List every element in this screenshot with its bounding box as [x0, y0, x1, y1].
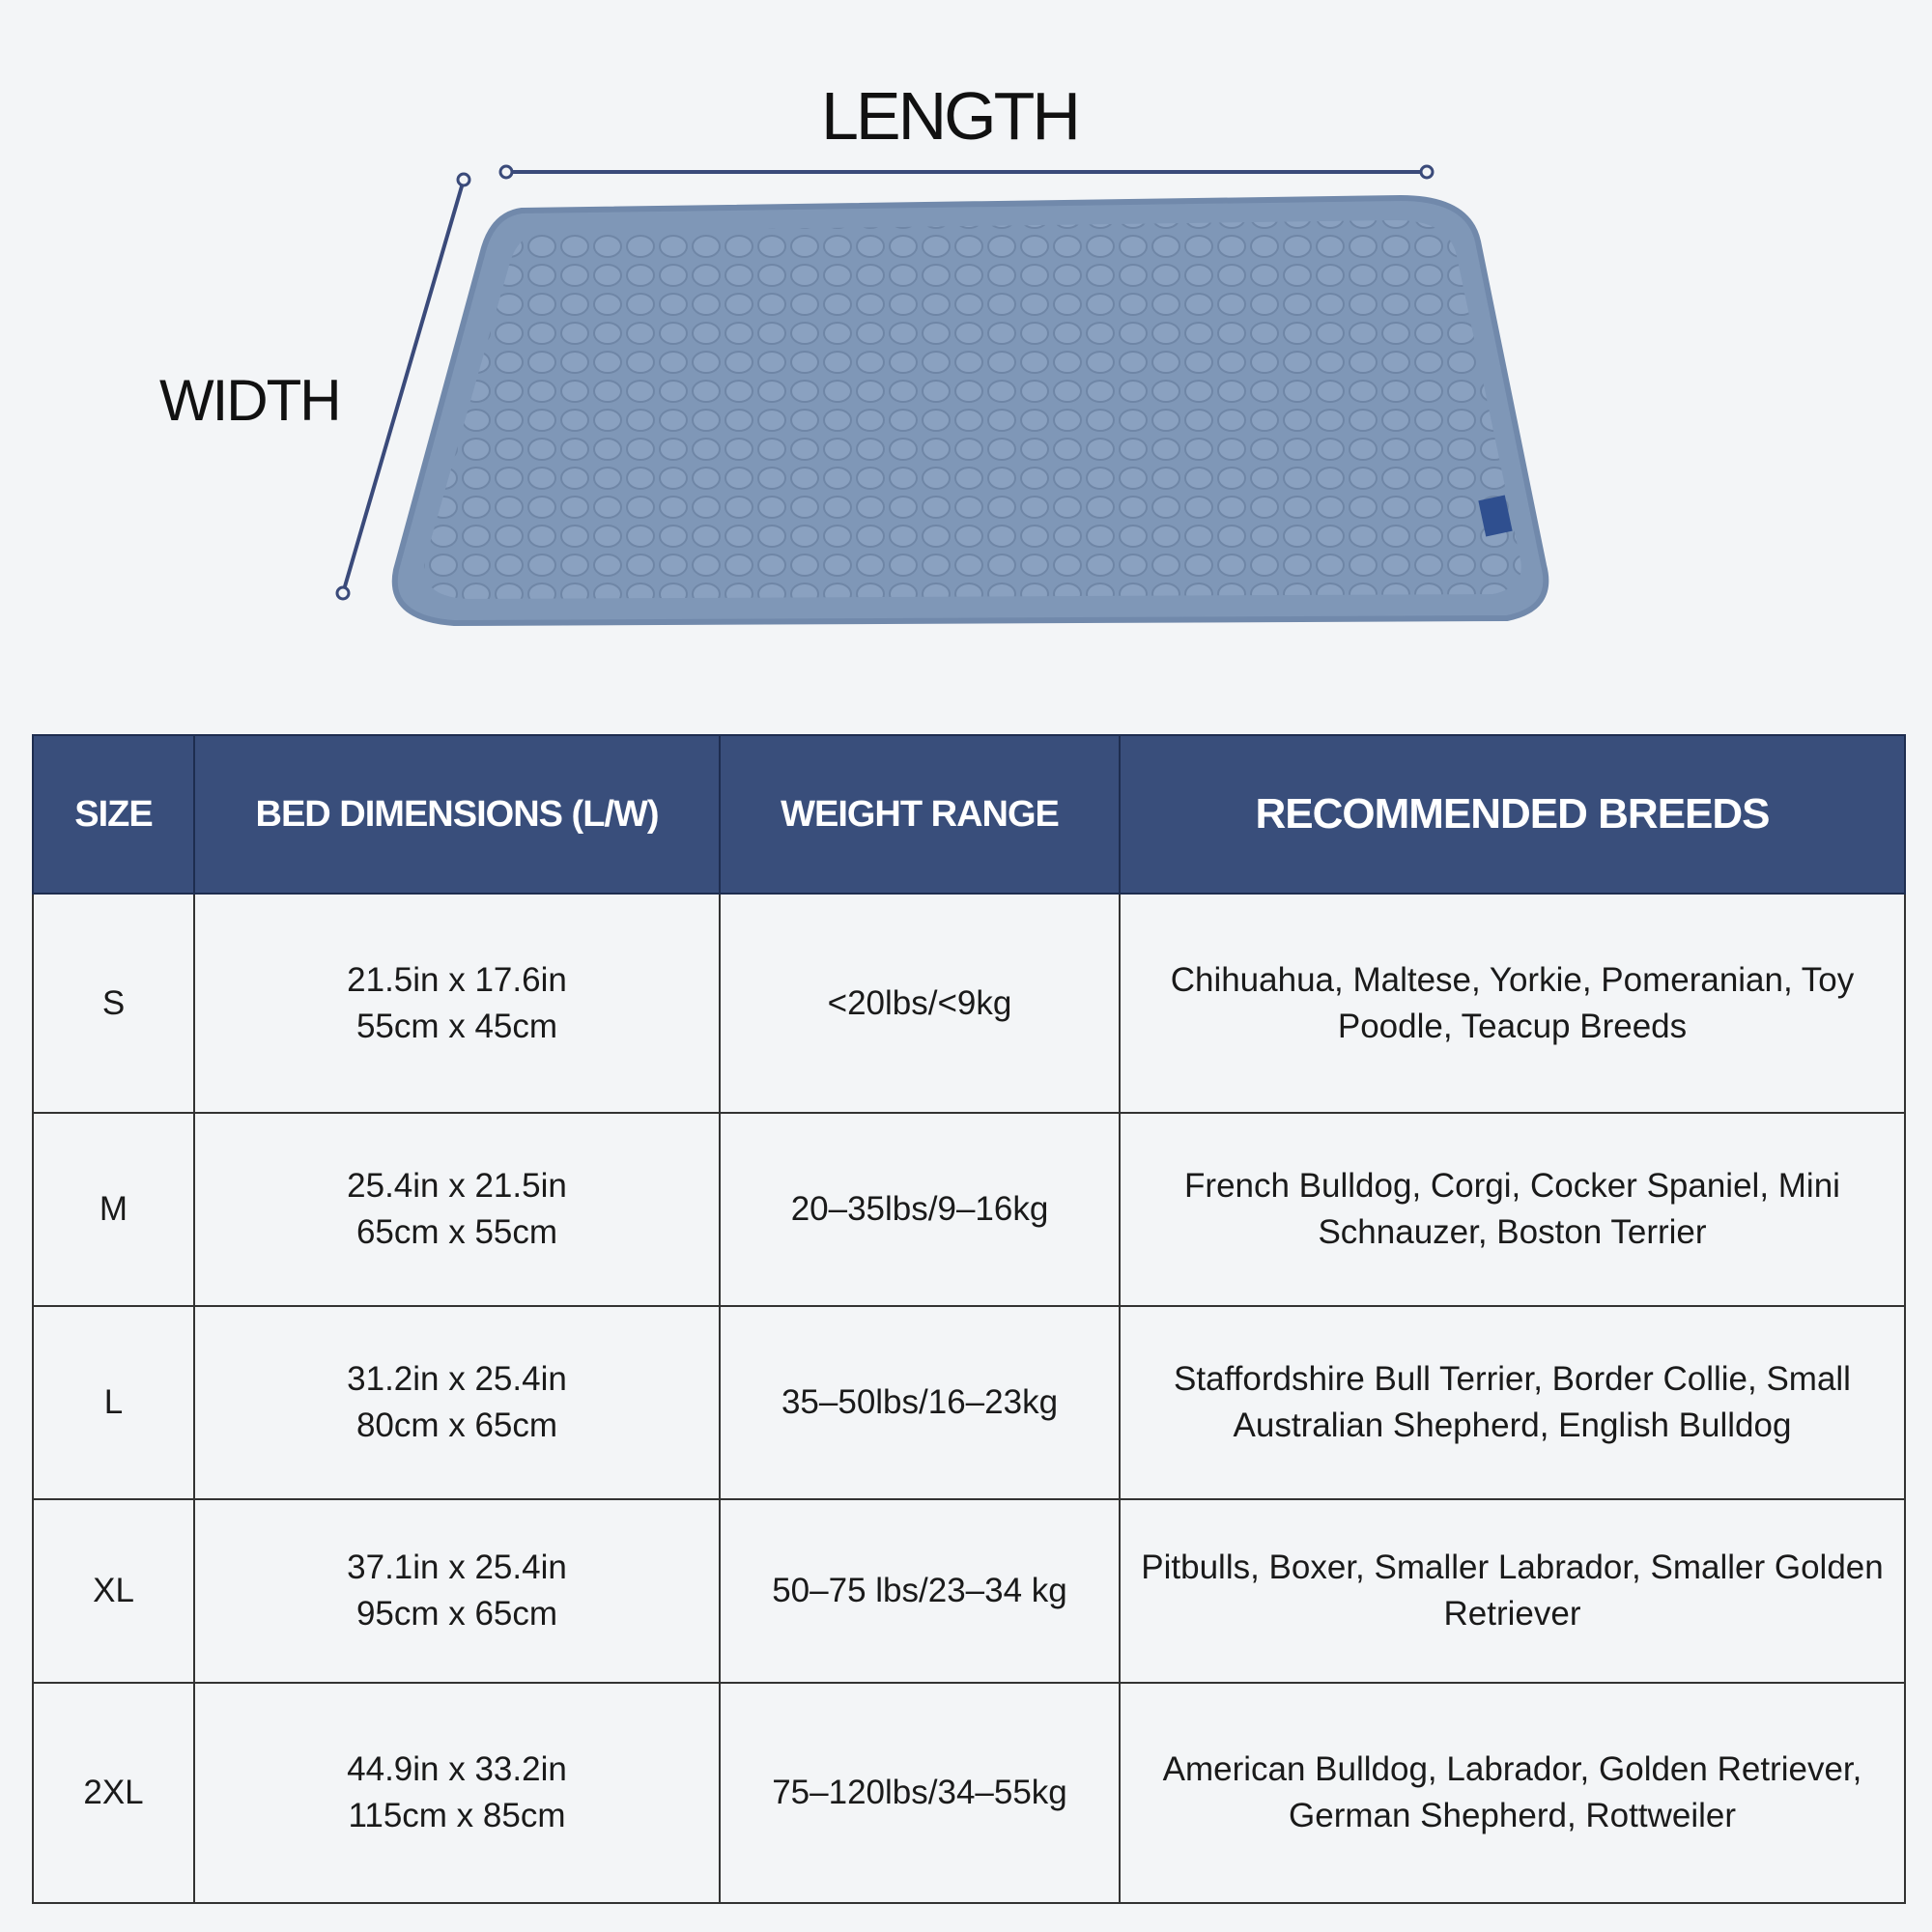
size-cell: 2XL [33, 1683, 194, 1903]
breeds-cell [1120, 1306, 1905, 1499]
dimensions-cell [194, 1683, 720, 1903]
header-dimensions: BED DIMENSIONS (L/W) [194, 735, 720, 894]
table-row [33, 1499, 1905, 1683]
breeds-line: Pitbulls, Boxer, Smaller Labrador, Smaller Golden [1141, 1548, 1884, 1586]
weight-cell: <20lbs/<9kg [720, 894, 1120, 1113]
dimensions-cell [194, 1306, 720, 1499]
length-dimension-line [500, 166, 1433, 178]
dimensions-cm: 80cm x 65cm [355, 1406, 558, 1444]
size-cell: XL [33, 1499, 194, 1683]
header-weight: WEIGHT RANGE [720, 735, 1120, 894]
dimensions-inches: 37.1in x 25.4in [347, 1548, 567, 1586]
dimensions-inches: 44.9in x 33.2in [347, 1750, 567, 1788]
size-chart-table [32, 734, 1906, 1904]
dimensions-cell [194, 894, 720, 1113]
dimensions-cell [194, 1113, 720, 1306]
cooling-mat-image [395, 198, 1547, 623]
table-header-row [33, 735, 1905, 894]
size-cell: M [33, 1113, 194, 1306]
weight-cell: 20–35lbs/9–16kg [720, 1113, 1120, 1306]
length-label: LENGTH [821, 78, 1078, 154]
table-row [33, 894, 1905, 1113]
dimensions-cm: 95cm x 65cm [355, 1595, 558, 1633]
breeds-line: Staffordshire Bull Terrier, Border Collie, Small [1174, 1360, 1851, 1398]
weight-cell: 35–50lbs/16–23kg [720, 1306, 1120, 1499]
size-cell: S [33, 894, 194, 1113]
breeds-cell [1120, 1683, 1905, 1903]
dimensions-cm: 55cm x 45cm [355, 1007, 558, 1045]
breeds-line: Retriever [1443, 1595, 1581, 1633]
breeds-line: Poodle, Teacup Breeds [1337, 1007, 1688, 1045]
table-row [33, 1306, 1905, 1499]
breeds-line: French Bulldog, Corgi, Cocker Spaniel, Mini [1184, 1167, 1840, 1205]
breeds-line: Schnauzer, Boston Terrier [1318, 1213, 1707, 1251]
dimensions-inches: 25.4in x 21.5in [347, 1167, 567, 1205]
dimensions-inches: 21.5in x 17.6in [347, 960, 567, 999]
table-row [33, 1683, 1905, 1903]
weight-cell: 50–75 lbs/23–34 kg [720, 1499, 1120, 1683]
breeds-line: German Shepherd, Rottweiler [1289, 1797, 1736, 1834]
table-row [33, 1113, 1905, 1306]
dimensions-cm: 65cm x 55cm [355, 1213, 558, 1251]
breeds-line: Chihuahua, Maltese, Yorkie, Pomeranian, Toy [1170, 960, 1855, 999]
breeds-line: American Bulldog, Labrador, Golden Retriever, [1162, 1750, 1862, 1788]
weight-cell: 75–120lbs/34–55kg [720, 1683, 1120, 1903]
dimensions-inches: 31.2in x 25.4in [347, 1360, 567, 1398]
width-label: WIDTH [159, 368, 340, 433]
breeds-cell [1120, 1499, 1905, 1683]
header-breeds: RECOMMENDED BREEDS [1120, 735, 1905, 894]
dimensions-cm: 115cm x 85cm [348, 1797, 566, 1834]
breeds-line: Australian Shepherd, English Bulldog [1233, 1406, 1792, 1444]
breeds-cell [1120, 894, 1905, 1113]
breeds-cell [1120, 1113, 1905, 1306]
header-size: SIZE [33, 735, 194, 894]
dimensions-cell [194, 1499, 720, 1683]
size-cell: L [33, 1306, 194, 1499]
